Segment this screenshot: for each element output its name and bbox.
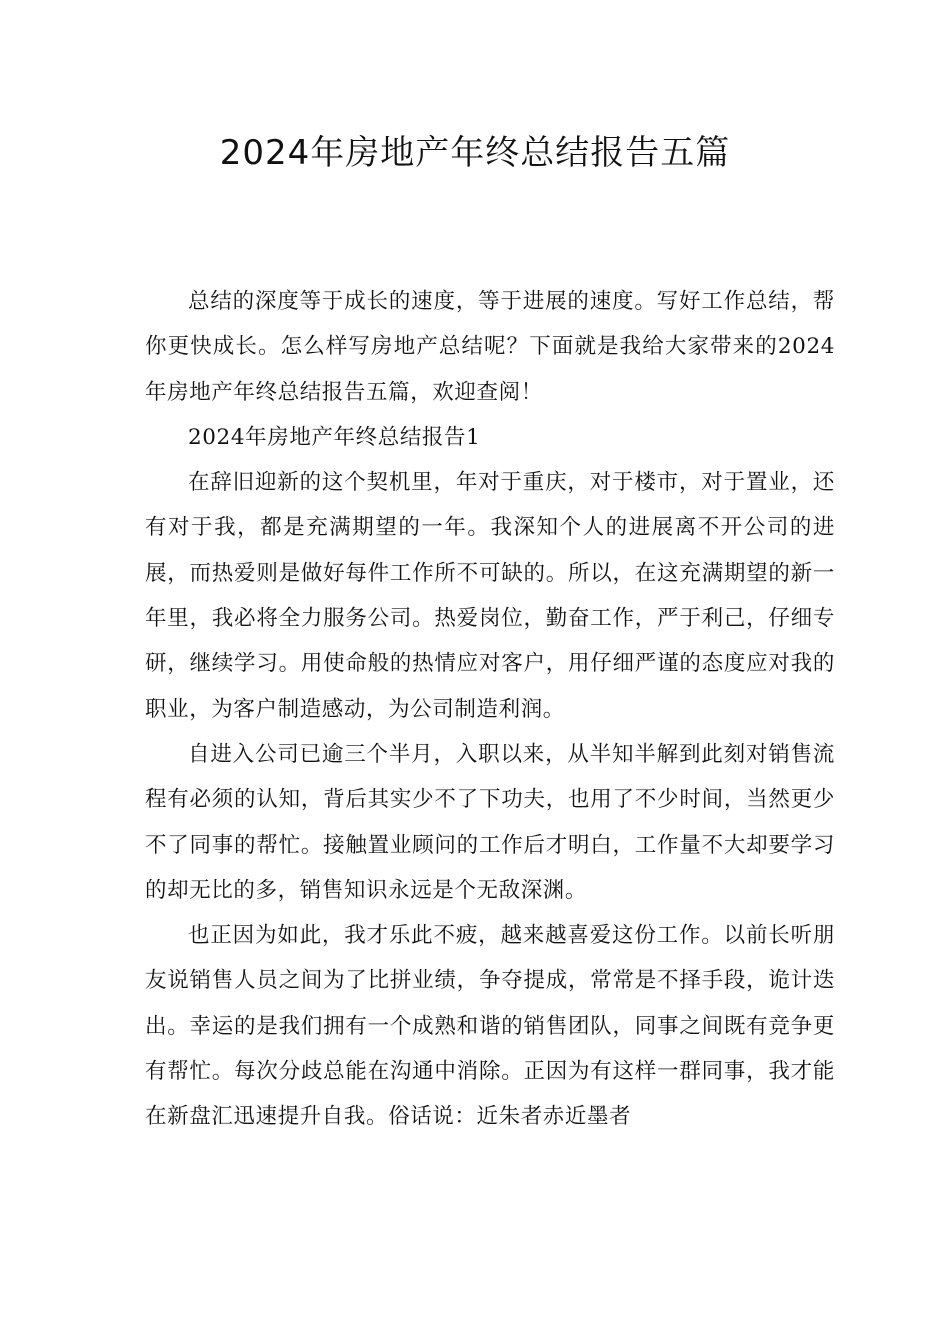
body-paragraph: 自进入公司已逾三个半月，入职以来，从半知半解到此刻对销售流程有必须的认知，背后其实少不了下功夫，也用了不少时间，当然更少不了同事的帮忙。接触置业顾问的工作后才明白，工作量不大却要学习的却无比的多，销售知识永远是个无敌深渊。	[145, 741, 835, 903]
intro-paragraph: 总结的深度等于成长的速度，等于进展的速度。写好工作总结，帮你更快成长。怎么样写房地产总结呢？下面就是我给大家带来的2024年房地产年终总结报告五篇，欢迎查阅！	[145, 289, 835, 405]
body-paragraph: 也正因为如此，我才乐此不疲，越来越喜爱这份工作。以前长听朋友说销售人员之间为了比拼业绩，争夺提成，常常是不择手段，诡计迭出。幸运的是我们拥有一个成熟和谐的销售团队，同事之间既有竞争更有帮忙。每次分歧总能在沟通中消除。正因为有这样一群同事，我才能在新盘汇迅速提升自我。俗话说：近朱者赤近墨者	[145, 923, 835, 1130]
document-body	[145, 279, 835, 1140]
body-paragraph: 在辞旧迎新的这个契机里，年对于重庆，对于楼市，对于置业，还有对于我，都是充满期望的一年。我深知个人的进展离不开公司的进展，而热爱则是做好每件工作所不可缺的。所以，在这充满期望的新一年里，我必将全力服务公司。热爱岗位，勤奋工作，严于利己，仔细专研，继续学习。用使命般的热情应对客户，用仔细严谨的态度应对我的职业，为客户制造感动，为公司制造利润。	[145, 470, 835, 722]
section-heading: 2024年房地产年终总结报告1	[188, 424, 481, 450]
document-title: 2024年房地产年终总结报告五篇	[219, 133, 731, 173]
